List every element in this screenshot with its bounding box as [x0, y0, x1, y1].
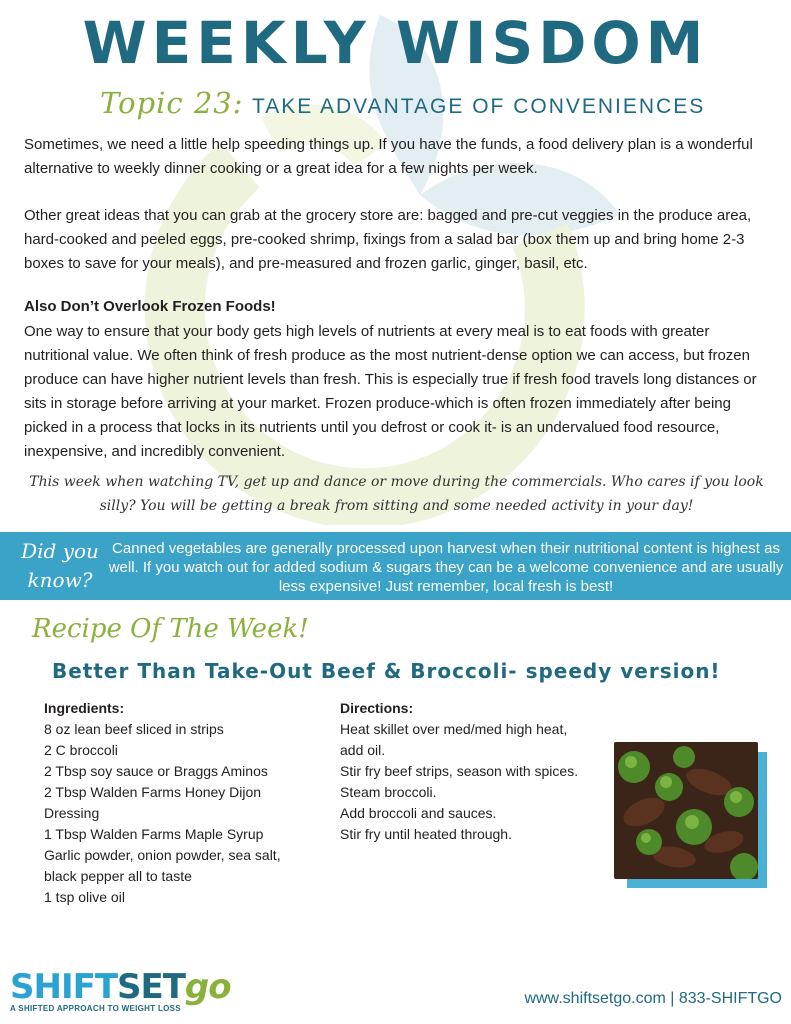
logo-set: SET [117, 967, 185, 1007]
footer-contact: www.shiftsetgo.com | 833-SHIFTGO [524, 990, 782, 1007]
ingredient-item: Garlic powder, onion powder, sea salt, black pepper all to taste [44, 847, 281, 884]
ingredient-item: 8 oz lean beef sliced in strips [44, 721, 224, 737]
direction-step: Heat skillet over med/med high heat, add oil. [340, 721, 568, 758]
grocery-ideas-paragraph: Other great ideas that you can grab at the grocery store are: bagged and pre-cut veggies in the produce area, hard-cooked and peeled eggs, pre-cooked shrimp, fixings from a salad bar (box them up and bring home 2-3 boxes to save for your meals), and pre-measured and frozen garlic, ginger, basil, etc. [24, 207, 752, 272]
ingredient-item: 2 Tbsp Walden Farms Honey Dijon Dressing [44, 784, 262, 821]
logo-tagline: A SHIFTED APPROACH TO WEIGHT LOSS [10, 1004, 181, 1013]
ingredients-heading: Ingredients: [44, 700, 125, 716]
intro-paragraph: Sometimes, we need a little help speeding things up. If you have the funds, a food delivery plan is a wonderful alternative to weekly dinner cooking or a great idea for a few nights per week. [24, 136, 753, 177]
direction-step: Stir fry beef strips, season with spices. [340, 763, 579, 779]
beef-broccoli-photo [614, 742, 758, 879]
direction-step: Stir fry until heated through. [340, 826, 512, 842]
topic-label: Topic 23: [100, 86, 244, 120]
directions-heading: Directions: [340, 700, 414, 716]
shiftsetgo-logo [10, 968, 231, 1013]
ingredients-column [44, 698, 314, 908]
ingredient-item: 1 tsp olive oil [44, 889, 125, 905]
did-you-know-text: Canned vegetables are generally processed upon harvest when their nutritional content is highest as well. If you watch out for added sodium & sugars they can be a welcome convenience and are usually less expensive! Just remember, local fresh is best! [108, 540, 784, 595]
ingredient-item: 1 Tbsp Walden Farms Maple Syrup [44, 826, 264, 842]
ingredient-item: 2 Tbsp soy sauce or Braggs Aminos [44, 763, 268, 779]
directions-column [340, 698, 580, 845]
activity-quote: This week when watching TV, get up and dance or move during the commercials. Who cares if you look silly? You will be getting a break from sitting and some needed activity in your day! [29, 474, 764, 514]
topic-text: TAKE ADVANTAGE OF CONVENIENCES [251, 95, 706, 118]
frozen-foods-heading: Also Don’t Overlook Frozen Foods! [24, 298, 276, 315]
recipe-section-label: Recipe Of The Week! [32, 614, 309, 644]
frozen-foods-paragraph: One way to ensure that your body gets high levels of nutrients at every meal is to eat foods with greater nutritional value. We often think of fresh produce as the most nutrient-dense option we can access, but frozen produce can have higher nutrient levels than fresh. This is especially true if fresh food travels long distances or sits in storage before arriving at your market. Frozen produce-which is often frozen immediately after being picked in a process that locks in its nutrients until you defrost or cook it- is an undervalued food resource, inexpensive, and incredibly convenient. [24, 323, 757, 460]
ingredient-item: 2 C broccoli [44, 742, 118, 758]
did-you-know-label: Did you know? [21, 539, 99, 592]
direction-step: Steam broccoli. [340, 784, 437, 800]
logo-go: go [184, 967, 231, 1007]
logo-shift: SHIFT [10, 967, 118, 1007]
page-title: WEEKLY WISDOM [82, 9, 709, 77]
direction-step: Add broccoli and sauces. [340, 805, 497, 821]
topic-header [100, 86, 740, 120]
recipe-title: Better Than Take-Out Beef & Broccoli- speedy version! [52, 659, 721, 683]
